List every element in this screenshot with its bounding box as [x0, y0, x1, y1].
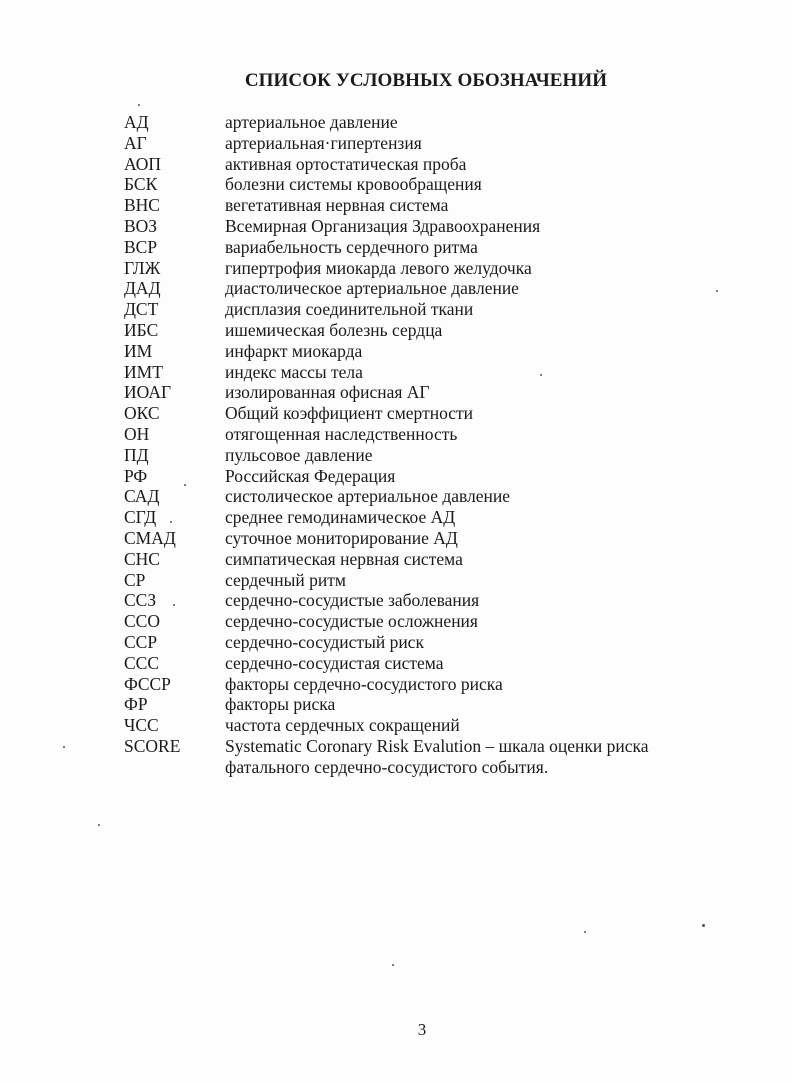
abbreviation-definition: Российская Федерация [225, 465, 396, 486]
abbreviation-definition: изолированная офисная АГ [225, 382, 430, 403]
scan-speck [392, 964, 394, 966]
abbreviation-definition: артериальное давление [225, 112, 398, 132]
abbreviation-definition: систолическое артериальное давление [225, 486, 511, 507]
abbreviation-definition: сердечно-сосудистая система [225, 652, 444, 673]
abbreviation-list [124, 112, 734, 778]
abbreviation-definition: активная ортостатическая проба [225, 153, 467, 174]
scan-speck [584, 931, 586, 933]
abbreviation-row [124, 486, 734, 507]
scan-speck [98, 824, 100, 826]
abbreviation-term: АГ [124, 132, 147, 153]
abbreviation-row [124, 341, 734, 362]
abbreviation-definition: инфаркт миокарда [225, 340, 363, 361]
abbreviation-term: ИОАГ [124, 382, 172, 403]
abbreviation-term: ИМТ [124, 361, 163, 382]
abbreviation-row [124, 174, 734, 195]
abbreviation-row [124, 278, 734, 299]
abbreviation-row [124, 424, 734, 445]
abbreviation-term: АД [124, 112, 149, 132]
scan-speck [63, 746, 65, 748]
abbreviation-definition: среднее гемодинамическое АД [225, 507, 456, 528]
abbreviation-row [124, 382, 734, 403]
abbreviation-term: ССО [124, 611, 160, 632]
abbreviation-term: ФР [124, 694, 148, 715]
abbreviation-definition: сердечно-сосудистые заболевания [225, 590, 480, 611]
abbreviation-definition: диастолическое артериальное давление [225, 278, 519, 299]
abbreviation-definition: суточное мониторирование АД [225, 527, 458, 548]
abbreviation-row [124, 590, 734, 611]
abbreviation-row [124, 674, 734, 695]
abbreviation-definition: факторы риска [225, 694, 336, 715]
abbreviation-definition: индекс массы тела [225, 361, 363, 382]
abbreviation-definition: сердечно-сосудистые осложнения [225, 611, 478, 632]
abbreviation-definition: вариабельность сердечного ритма [225, 236, 478, 257]
abbreviation-row [124, 258, 734, 279]
abbreviation-row [124, 570, 734, 591]
abbreviation-term: ДАД [124, 278, 161, 299]
abbreviation-term: СР [124, 569, 146, 590]
abbreviation-row [124, 154, 734, 175]
abbreviation-row [124, 320, 734, 341]
abbreviation-term: ДСТ [124, 299, 159, 320]
abbreviation-row [124, 112, 734, 133]
abbreviation-row [124, 507, 734, 528]
abbreviation-definition: симпатическая нервная система [225, 548, 463, 569]
abbreviation-row [124, 445, 734, 466]
abbreviation-term: ВОЗ [124, 215, 158, 236]
abbreviation-term: ССР [124, 631, 158, 652]
abbreviation-term: АОП [124, 153, 162, 174]
abbreviation-term: ГЛЖ [124, 257, 161, 278]
abbreviation-term: СМАД [124, 527, 176, 548]
abbreviation-row [124, 653, 734, 674]
abbreviation-row [124, 549, 734, 570]
abbreviation-definition: сердечно-сосудистый риск [225, 631, 424, 652]
scan-speck [173, 604, 175, 606]
abbreviation-definition: пульсовое давление [225, 444, 373, 465]
abbreviation-row [124, 632, 734, 653]
abbreviation-row [124, 133, 734, 154]
abbreviation-term: БСК [124, 174, 158, 195]
abbreviation-term: ИБС [124, 319, 159, 340]
abbreviation-row [124, 403, 734, 424]
abbreviation-row [124, 195, 734, 216]
abbreviation-definition: болезни системы кровообращения [225, 174, 482, 195]
abbreviation-term: ОН [124, 423, 150, 444]
abbreviation-definition: сердечный ритм [225, 569, 347, 590]
abbreviation-term: ПД [124, 444, 149, 465]
scan-speck [540, 374, 542, 376]
abbreviation-row [124, 466, 734, 487]
abbreviation-row [124, 216, 734, 237]
scan-speck [170, 521, 172, 523]
abbreviation-term: САД [124, 486, 160, 507]
abbreviation-definition: Общий коэффициент смертности [225, 403, 474, 424]
abbreviation-row [124, 715, 734, 736]
abbreviation-row [124, 362, 734, 383]
abbreviation-term: SCORE [124, 735, 181, 756]
page-title: СПИСОК УСЛОВНЫХ ОБОЗНАЧЕНИЙ [244, 70, 608, 91]
abbreviation-term: ССС [124, 652, 160, 673]
scan-speck [184, 484, 186, 486]
abbreviation-row [124, 694, 734, 715]
abbreviation-term: СГД [124, 507, 157, 528]
abbreviation-term: ВСР [124, 236, 158, 257]
abbreviation-definition: факторы сердечно-сосудистого риска [225, 673, 503, 694]
abbreviation-row [124, 299, 734, 320]
abbreviation-term: ФССР [124, 673, 171, 694]
scan-speck [702, 924, 705, 927]
abbreviation-definition: гипертрофия миокарда левого желудочка [225, 257, 532, 278]
abbreviation-term: ВНС [124, 195, 160, 216]
abbreviation-term: РФ [124, 465, 148, 486]
abbreviation-definition: артериальная·гипертензия [225, 132, 422, 153]
abbreviation-definition: отягощенная наследственность [225, 423, 458, 444]
abbreviation-row [124, 611, 734, 632]
abbreviation-definition: ишемическая болезнь сердца [225, 319, 443, 340]
abbreviation-row [124, 528, 734, 549]
page-number: 3 [417, 1020, 427, 1039]
abbreviation-row [124, 736, 734, 778]
abbreviation-term: СНС [124, 548, 160, 569]
abbreviation-term: ЧСС [124, 715, 159, 736]
abbreviation-definition: Всемирная Организация Здравоохранения [225, 215, 541, 236]
abbreviation-definition: вегетативная нервная система [225, 195, 449, 216]
abbreviation-term: ССЗ [124, 590, 157, 611]
abbreviation-row [124, 237, 734, 258]
abbreviation-term: ИМ [124, 340, 153, 361]
abbreviation-definition: частота сердечных сокращений [225, 715, 460, 736]
abbreviation-definition: Systematic Coronary Risk Evalution – шкала оценки риска фатального сердечно-сосудистого события. [225, 735, 649, 777]
abbreviation-term: ОКС [124, 403, 160, 424]
scan-speck [716, 290, 718, 292]
scan-speck [138, 104, 140, 106]
abbreviation-definition: дисплазия соединительной ткани [225, 299, 474, 320]
